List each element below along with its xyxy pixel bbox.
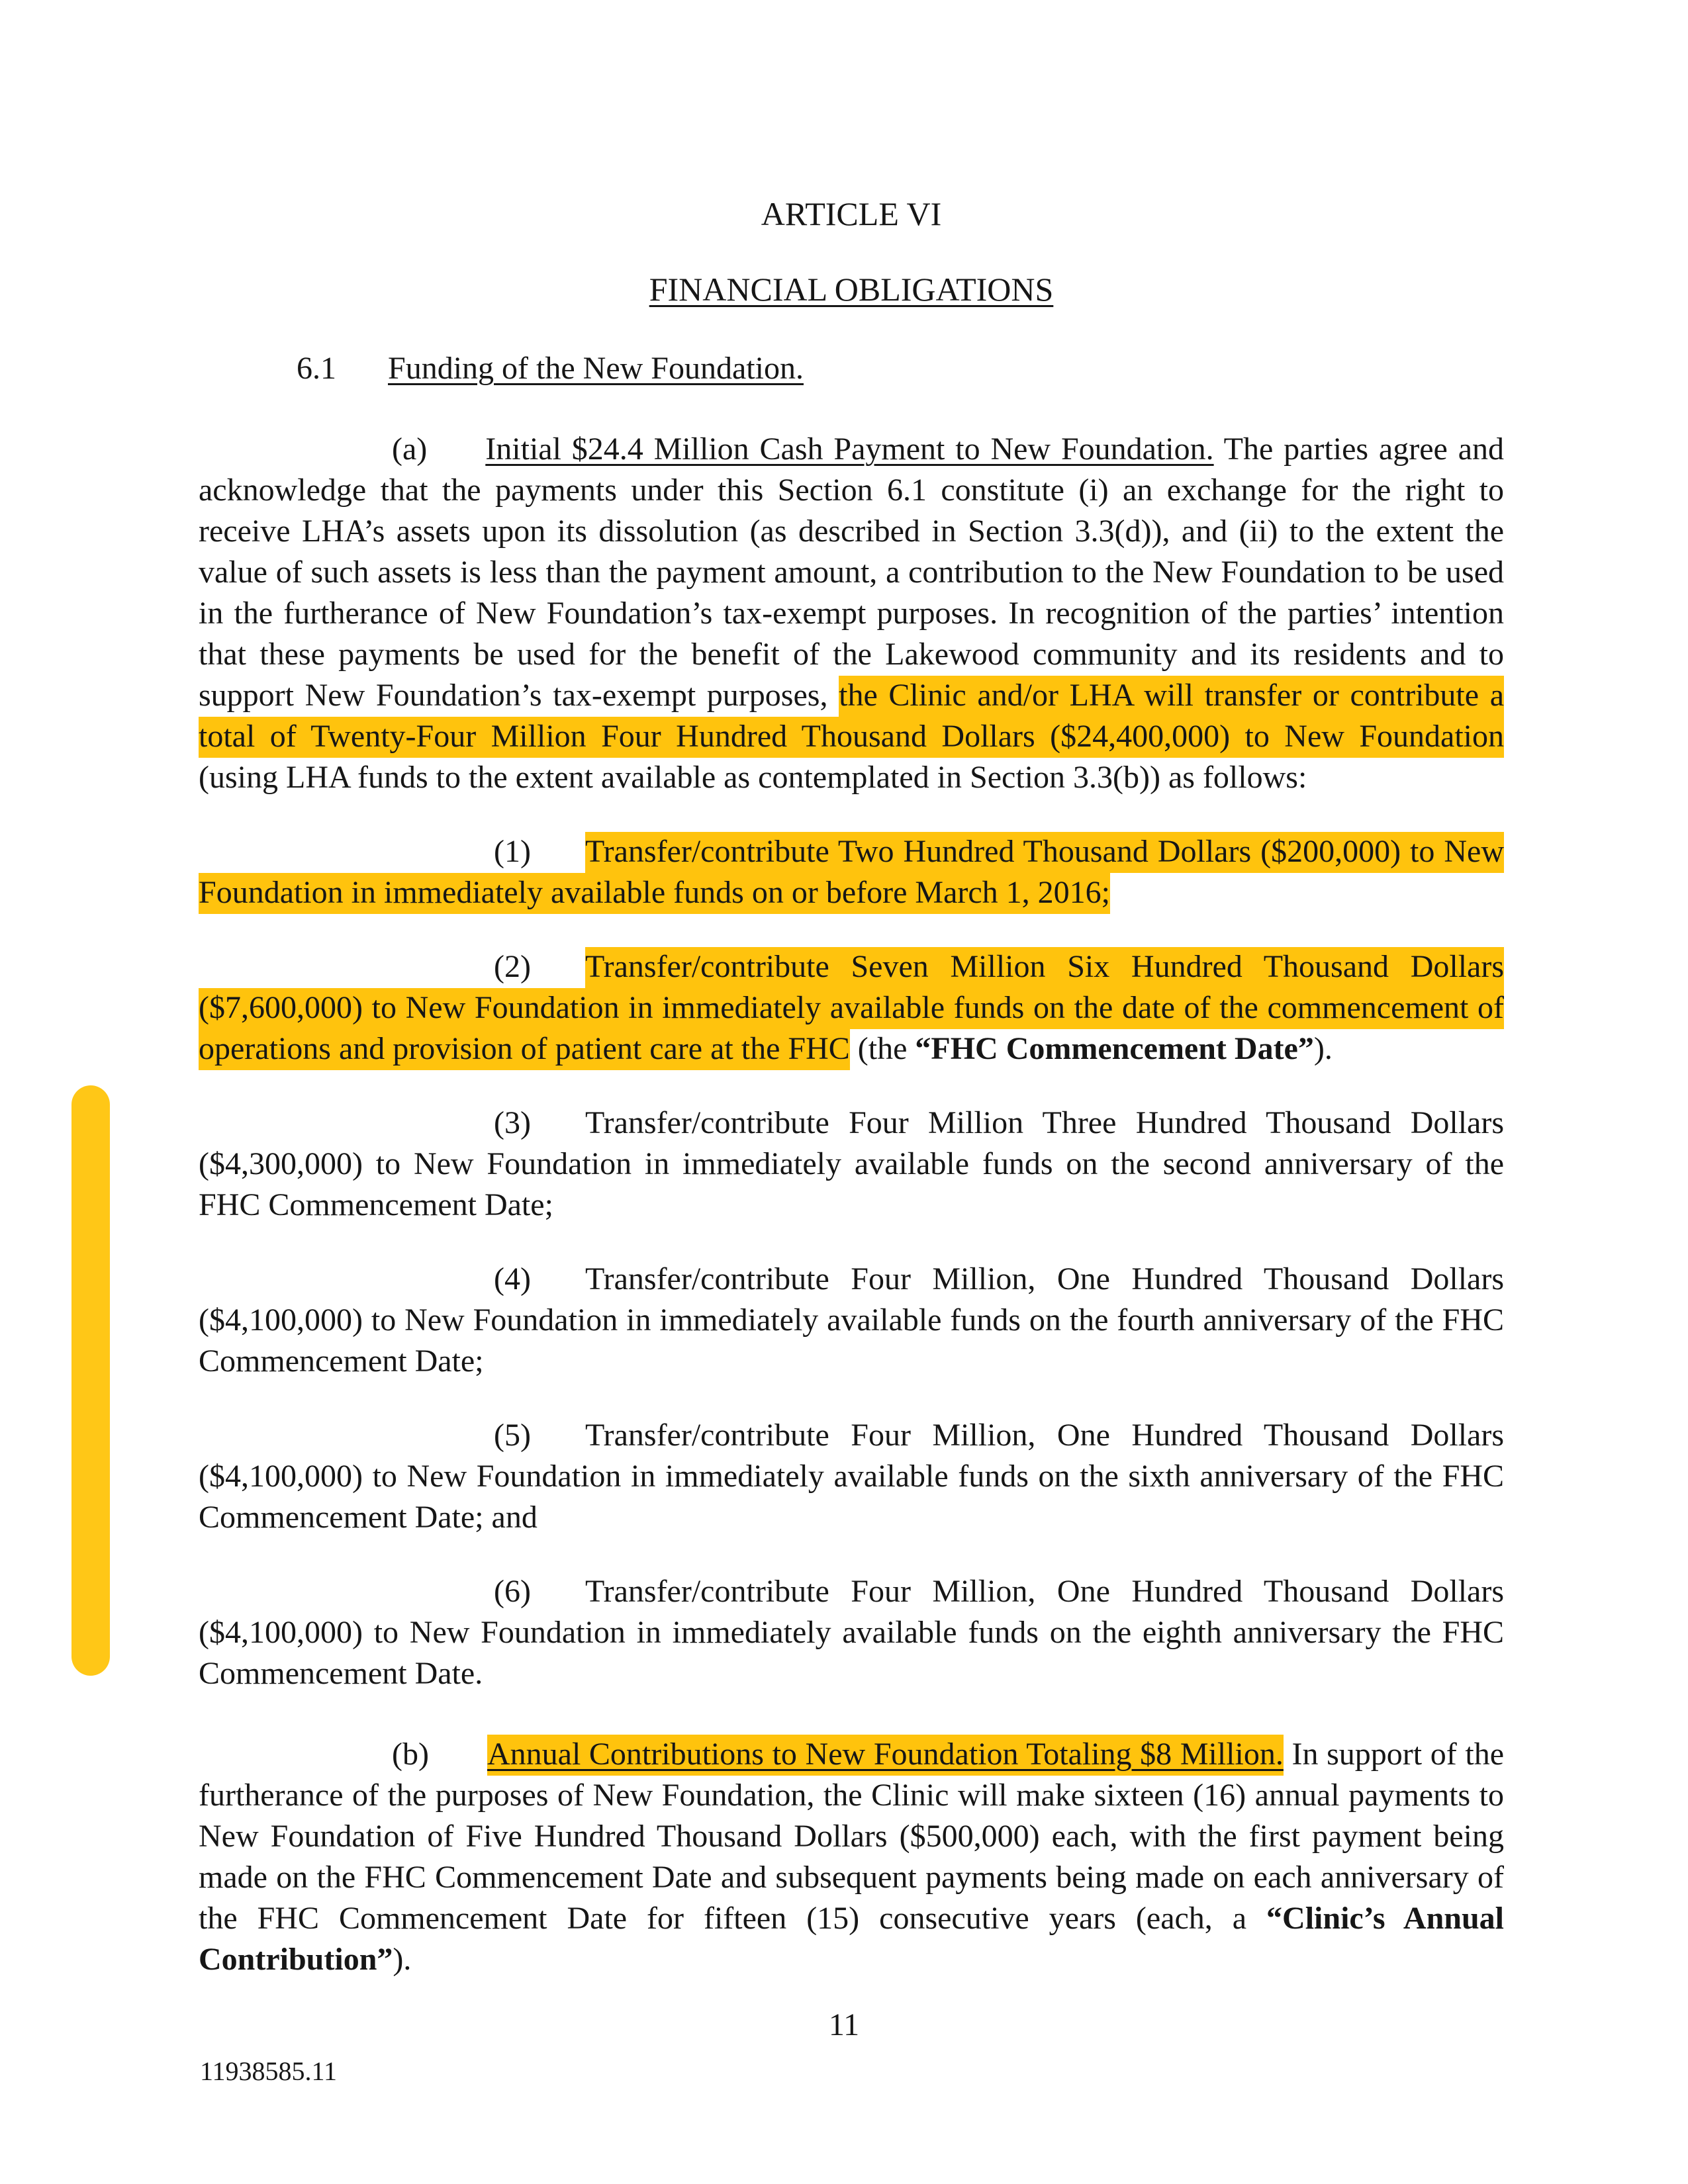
list-item-5-body: Transfer/contribute Four Million, One Hundred Thousand Dollars ($4,100,000) to New Foundation in immediately available funds on the sixth anniversary of the FHC Commencement Date; and [199,1418,1504,1535]
list-item-2-body-end: ). [1313,1031,1333,1066]
paragraph-b-heading-highlighted: Annual Contributions to New Foundation Totaling $8 Million. [487,1735,1284,1776]
article-title: ARTICLE VI [761,195,942,232]
highlighted-text: Transfer/contribute Seven Million Six Hundred Thousand Dollars ($7,600,000) to New Foundation in immediately available funds on the date of the commencement of operations and provision of patient care at the FHC [199,947,1504,1070]
highlighted-text: Transfer/contribute Two Hundred Thousand Dollars ($200,000) to New Foundation in immediately available funds on or before March 1, 2016; [199,832,1504,914]
list-item-3-body: Transfer/contribute Four Million Three Hundred Thousand Dollars ($4,300,000) to New Foundation in immediately available funds on the second anniversary of the FHC Commencement Date; [199,1105,1504,1222]
defined-term: “Clinic’s Annual Contribution” [199,1901,1505,1977]
paragraph-b-body-end: ). [393,1942,412,1977]
paragraph-a [199,429,1504,798]
margin-highlight-bar [71,1085,110,1676]
list-item-5-label: (5) [494,1418,531,1453]
section-number: 6.1 [297,351,336,386]
list-item-3 [199,1103,1504,1226]
list-item-2-label: (2) [494,949,531,984]
paragraph-b-label: (b) [392,1737,429,1772]
list-item-6 [199,1571,1504,1694]
list-item-4-body: Transfer/contribute Four Million, One Hundred Thousand Dollars ($4,100,000) to New Foundation in immediately available funds on the fourth anniversary of the FHC Commencement Date; [199,1261,1504,1379]
paragraph-a-body-end: (using LHA funds to the extent available as contemplated in Section 3.3(b)) as follows: [199,760,1307,795]
paragraph-a-label: (a) [392,432,428,467]
section-title-text: FINANCIAL OBLIGATIONS [649,271,1054,308]
section-6-1-heading [199,348,1504,389]
list-item-4-label: (4) [494,1261,531,1297]
highlighted-text: the Clinic and/or LHA will transfer or contribute a total of Twenty-Four Million Four Hundred Thousand Dollars ($24,400,000) to New Foundation [199,676,1504,758]
list-item-2 [199,946,1504,1069]
list-item-1 [199,831,1504,913]
paragraph-b [199,1734,1504,1980]
list-item-2-body: (the [849,1031,915,1066]
list-item-1-label: (1) [494,834,531,869]
list-item-6-body: Transfer/contribute Four Million, One Hundred Thousand Dollars ($4,100,000) to New Foundation in immediately available funds on the eighth anniversary the FHC Commencement Date. [199,1574,1504,1691]
page-number: 11 [828,2007,860,2042]
list-item-3-label: (3) [494,1105,531,1140]
document-body [199,193,1504,1980]
paragraph-a-body: The parties agree and acknowledge that the payments under this Section 6.1 constitute (i) an exchange for the right to receive LHA’s assets upon its dissolution (as described in Section 3.3(d)), and (ii) to the extent the value of such assets is less than the payment amount, a contribution to the New Foundation to be used in the furtherance of New Foundation’s tax-exempt purposes. In recognition of the parties’ intention that these payments be used for the benefit of the Lakewood community and its residents and to support New Foundation’s tax-exempt purposes, [199,432,1504,713]
paragraph-a-heading: Initial $24.4 Million Cash Payment to New Foundation. [485,432,1214,467]
paragraph-b-body: In support of the furtherance of the purposes of New Foundation, the Clinic will make sixteen (16) annual payments to New Foundation of Five Hundred Thousand Dollars ($500,000) each, with the first payment being made on the FHC Commencement Date and subsequent payments being made on each anniversary of the FHC Commencement Date for fifteen (15) consecutive years (each, a [199,1737,1505,1936]
section-title [199,269,1504,310]
list-item-6-label: (6) [494,1574,531,1609]
defined-term: “FHC Commencement Date” [915,1031,1314,1066]
list-item-5 [199,1415,1504,1538]
section-heading-text: Funding of the New Foundation. [388,351,804,386]
list-item-4 [199,1259,1504,1382]
document-id: 11938585.11 [200,2056,338,2086]
